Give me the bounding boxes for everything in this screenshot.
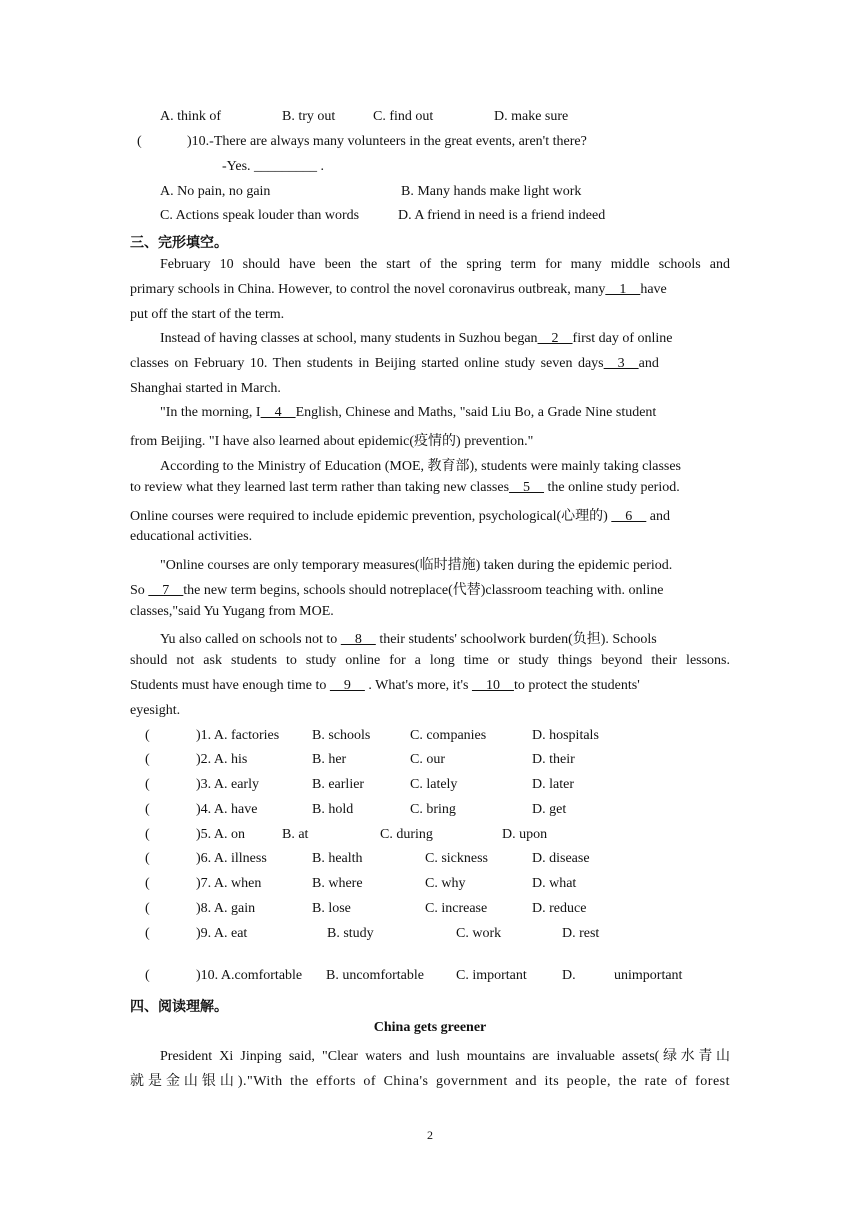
page-number: 2 — [427, 1128, 433, 1142]
passage-line: According to the Ministry of Education (MOE, 教育部), students were mainly taking classes — [160, 459, 682, 474]
q10-option-c: C. Actions speak louder than words — [160, 208, 360, 223]
q9-option-a: A. think of — [160, 109, 222, 124]
blank-6: 6 — [611, 509, 647, 524]
passage-line: educational activities. — [130, 529, 253, 544]
cloze-q9-c: C. work — [456, 926, 502, 941]
cloze-q2-paren: ( — [145, 752, 150, 767]
passage-line: from Beijing. "I have also learned about epidemic(疫情的) prevention." — [130, 434, 534, 449]
cloze-q1-paren: ( — [145, 728, 150, 743]
cloze-q8-paren: ( — [145, 901, 150, 916]
cloze-q10-c: C. important — [456, 968, 527, 983]
blank-9: 9 — [329, 678, 365, 693]
cloze-q3-d: D. later — [532, 777, 574, 792]
cloze-q10-d-text: unimportant — [614, 968, 683, 983]
blank-10: 10 — [471, 678, 514, 693]
cloze-q9-paren: ( — [145, 926, 150, 941]
q9-option-c: C. find out — [373, 109, 434, 124]
reading-line: 就是金山银山)."With the efforts of China's government and its people, the rate of forest — [130, 1074, 730, 1089]
cloze-q2-d: D. their — [532, 752, 575, 767]
cloze-q5-b: B. at — [282, 827, 309, 842]
passage-line: "In the morning, I 4 English, Chinese and Maths, "said Liu Bo, a Grade Nine student — [160, 405, 657, 420]
blank-4: 4 — [260, 405, 296, 420]
passage-line: "Online courses are only temporary measures(临时措施) taken during the epidemic period. — [160, 558, 673, 573]
cloze-q6-a: )6. A. illness — [196, 851, 267, 866]
passage-line: Shanghai started in March. — [130, 381, 281, 396]
cloze-q1-b: B. schools — [312, 728, 371, 743]
cloze-q5-c: C. during — [380, 827, 433, 842]
passage-line: should not ask students to study online for a long time or study things beyond their lessons. — [130, 653, 730, 668]
cloze-q4-b: B. hold — [312, 802, 354, 817]
q10-paren: ( — [137, 134, 142, 149]
cloze-q2-c: C. our — [410, 752, 445, 767]
passage-line: to review what they learned last term rather than taking new classes 5 the online study period. — [130, 480, 680, 495]
passage-line: classes on February 10. Then students in Beijing started online study seven days 3 and — [130, 356, 659, 371]
cloze-q4-d: D. get — [532, 802, 567, 817]
cloze-q7-a: )7. A. when — [196, 876, 262, 891]
passage-line: Instead of having classes at school, many students in Suzhou began 2 first day of online — [160, 331, 673, 346]
q10-option-d: D. A friend in need is a friend indeed — [398, 208, 606, 223]
cloze-q3-c: C. lately — [410, 777, 458, 792]
cloze-q4-paren: ( — [145, 802, 150, 817]
blank-1: 1 — [605, 282, 641, 297]
cloze-q3-paren: ( — [145, 777, 150, 792]
cloze-q4-c: C. bring — [410, 802, 456, 817]
cloze-q10-a: )10. A.comfortable — [196, 968, 303, 983]
cloze-q10-d: D. — [562, 968, 576, 983]
cloze-q9-d: D. rest — [562, 926, 600, 941]
cloze-q6-d: D. disease — [532, 851, 590, 866]
cloze-q1-c: C. companies — [410, 728, 487, 743]
blank-7: 7 — [148, 583, 184, 598]
cloze-q8-a: )8. A. gain — [196, 901, 256, 916]
cloze-q1-a: )1. A. factories — [196, 728, 280, 743]
cloze-q7-paren: ( — [145, 876, 150, 891]
cloze-q1-d: D. hospitals — [532, 728, 599, 743]
passage-line: February 10 should have been the start of the spring term for many middle schools and — [160, 257, 730, 272]
q10-stem: )10.-There are always many volunteers in the great events, aren't there? — [187, 134, 587, 149]
cloze-q3-a: )3. A. early — [196, 777, 259, 792]
reading-title: China gets greener — [373, 1020, 487, 1035]
blank-3: 3 — [603, 356, 639, 371]
reading-line: President Xi Jinping said, "Clear waters and lush mountains are invaluable assets(绿水青山 — [160, 1049, 730, 1064]
q10-reply: -Yes. _________ . — [222, 159, 325, 174]
passage-line: Students must have enough time to 9 . What's more, it's 10 to protect the students' — [130, 678, 640, 693]
cloze-q9-a: )9. A. eat — [196, 926, 248, 941]
cloze-q8-c: C. increase — [425, 901, 488, 916]
q10-option-b: B. Many hands make light work — [401, 184, 582, 199]
cloze-q6-c: C. sickness — [425, 851, 488, 866]
cloze-q10-b: B. uncomfortable — [326, 968, 424, 983]
cloze-q4-a: )4. A. have — [196, 802, 258, 817]
q9-option-b: B. try out — [282, 109, 336, 124]
blank-2: 2 — [537, 331, 573, 346]
section4-heading: 四、阅读理解。 — [130, 999, 228, 1015]
cloze-q5-a: )5. A. on — [196, 827, 245, 842]
cloze-q7-b: B. where — [312, 876, 363, 891]
blank-8: 8 — [340, 632, 376, 647]
cloze-q8-d: D. reduce — [532, 901, 587, 916]
passage-line: primary schools in China. However, to control the novel coronavirus outbreak, many 1 have — [130, 282, 667, 297]
passage-line: put off the start of the term. — [130, 307, 285, 322]
passage-line: Online courses were required to include epidemic prevention, psychological(心理的) 6 and — [130, 509, 671, 524]
cloze-q6-paren: ( — [145, 851, 150, 866]
cloze-q2-b: B. her — [312, 752, 347, 767]
cloze-q3-b: B. earlier — [312, 777, 365, 792]
cloze-q5-d: D. upon — [502, 827, 548, 842]
cloze-q6-b: B. health — [312, 851, 363, 866]
passage-line: So 7 the new term begins, schools should notreplace(代替)classroom teaching with. online — [130, 583, 664, 598]
cloze-q10-paren: ( — [145, 968, 150, 983]
passage-line: Yu also called on schools not to 8 their students' schoolwork burden(负担). Schools — [160, 632, 657, 647]
cloze-q5-paren: ( — [145, 827, 150, 842]
cloze-q8-b: B. lose — [312, 901, 351, 916]
cloze-q2-a: )2. A. his — [196, 752, 248, 767]
section3-heading: 三、完形填空。 — [130, 235, 228, 251]
passage-line: classes,"said Yu Yugang from MOE. — [130, 604, 334, 619]
q9-option-d: D. make sure — [494, 109, 569, 124]
cloze-q9-b: B. study — [327, 926, 374, 941]
passage-line: eyesight. — [130, 703, 181, 718]
cloze-q7-c: C. why — [425, 876, 466, 891]
blank-5: 5 — [509, 480, 545, 495]
cloze-q7-d: D. what — [532, 876, 577, 891]
q10-option-a: A. No pain, no gain — [160, 184, 271, 199]
